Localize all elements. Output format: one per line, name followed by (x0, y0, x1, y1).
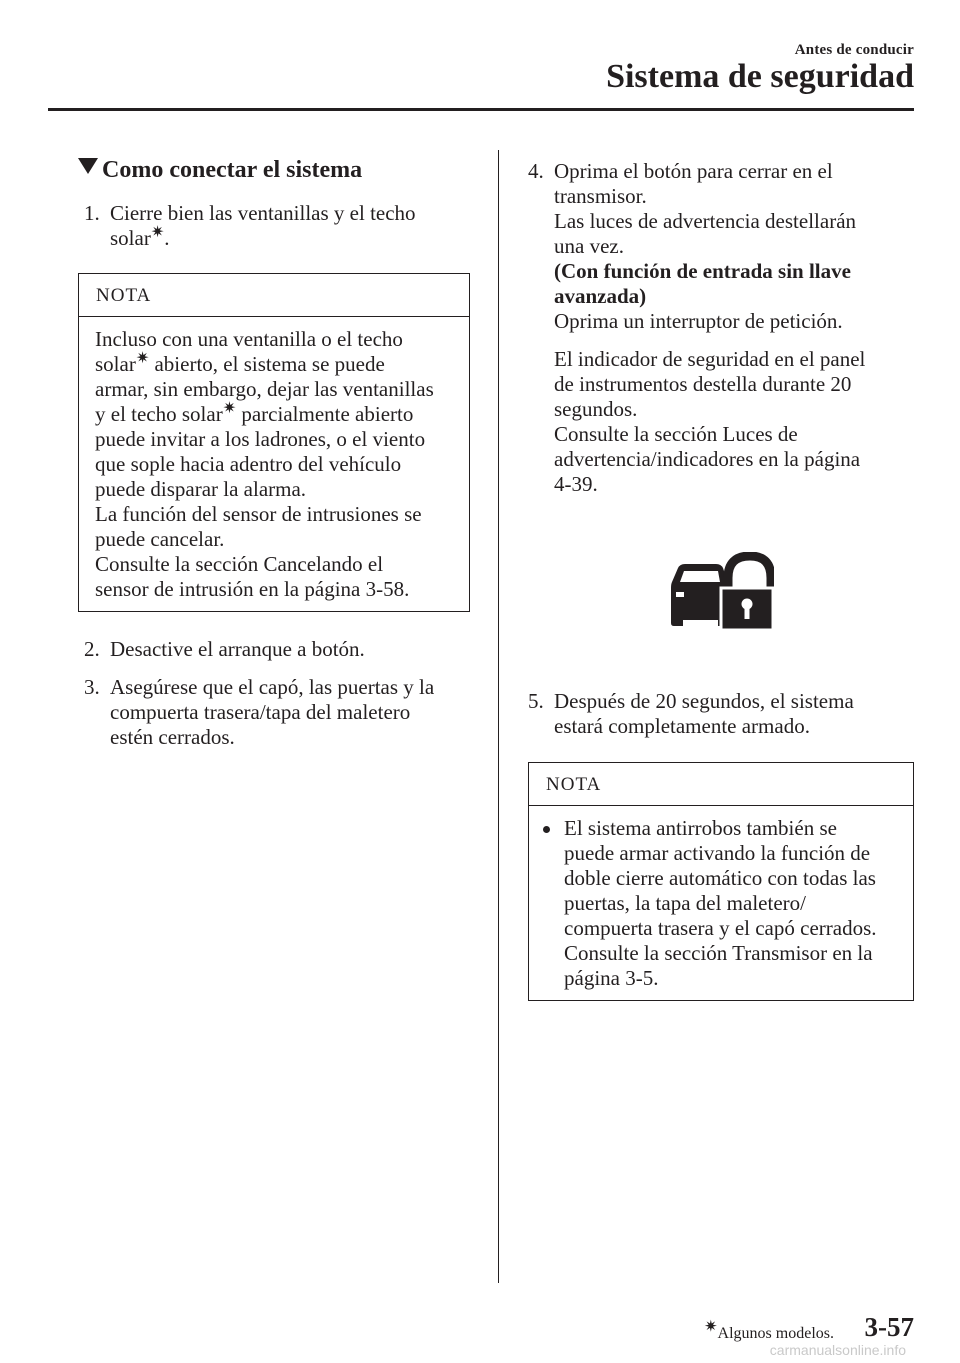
step-line: compuerta trasera/tapa del maletero (110, 700, 411, 724)
step-line: 4-39. (554, 472, 598, 496)
note-line: página 3-5. (564, 966, 659, 990)
note-title: NOTA (96, 285, 152, 306)
section-heading (78, 157, 362, 184)
step-line: estará completamente armado. (554, 714, 810, 738)
step-text: . (164, 226, 170, 250)
step-number: 4. (528, 159, 544, 183)
footnote-text: Algunos modelos. (717, 1325, 834, 1342)
note-line: El sistema antirrobos también se (564, 816, 837, 840)
note-line: sensor de intrusión en la página 3-58. (95, 577, 410, 601)
asterisk-icon: ✷ (135, 350, 150, 367)
asterisk-icon: ✷ (704, 1318, 718, 1336)
bullet-icon (543, 826, 550, 833)
paragraph-gap (554, 334, 865, 347)
step-body (554, 689, 854, 739)
step-body (110, 637, 365, 662)
note-header (79, 274, 469, 317)
step-line: Consulte la sección Luces de (554, 422, 798, 446)
step-number: 2. (84, 637, 100, 661)
note-line: compuerta trasera y el capó cerrados. (564, 916, 877, 940)
note-line: La función del sensor de intrusiones se (95, 502, 422, 526)
step-line: (Con función de entrada sin llave (554, 259, 851, 283)
step-line: Las luces de advertencia destellarán (554, 209, 857, 233)
note-body (95, 327, 434, 602)
step-number: 3. (84, 675, 100, 699)
watermark: carmanualsonline.info (769, 1342, 906, 1358)
asterisk-icon: ✷ (150, 224, 165, 241)
triangle-marker-icon (78, 158, 98, 174)
step-line: Cierre bien las ventanillas y el techo (110, 201, 416, 225)
step-line: transmisor. (554, 184, 647, 208)
note-line: Consulte la sección Transmisor en la (564, 941, 873, 965)
step-line (110, 226, 416, 251)
note-line: que sople hacia adentro del vehículo (95, 452, 402, 476)
step-number: 5. (528, 689, 544, 713)
step-number: 1. (84, 201, 100, 225)
footnote (704, 1318, 834, 1343)
step-text: solar (110, 226, 151, 250)
header-rule (48, 108, 914, 111)
step-body (110, 675, 434, 750)
step-line: El indicador de seguridad en el panel (554, 347, 866, 371)
page-number: 3-57 (864, 1312, 914, 1342)
note-title: NOTA (546, 774, 602, 795)
note-line: puede invitar a los ladrones, o el viento (95, 427, 426, 451)
step-line: Oprima un interruptor de petición. (554, 309, 843, 333)
note-line: puede disparar la alarma. (95, 477, 307, 501)
note-text: parcialmente abierto (236, 402, 414, 426)
note-text: abierto, el sistema se puede (149, 352, 385, 376)
chapter-label: Antes de conducir (794, 42, 914, 58)
note-line: doble cierre automático con todas las (564, 866, 876, 890)
note-line: puede cancelar. (95, 527, 225, 551)
note-line: Consulte la sección Cancelando el (95, 552, 384, 576)
step-line: de instrumentos destella durante 20 (554, 372, 852, 396)
note-body (564, 816, 877, 991)
note-line: puede armar activando la función de (564, 841, 871, 865)
step-body (554, 159, 865, 497)
note-text: solar (95, 352, 136, 376)
note-line: armar, sin embargo, dejar las ventanillas (95, 377, 434, 401)
step-line: Desactive el arranque a botón. (110, 637, 365, 661)
step-line: avanzada) (554, 284, 647, 308)
asterisk-icon: ✷ (222, 400, 237, 417)
step-line: segundos. (554, 397, 638, 421)
step-line: una vez. (554, 234, 624, 258)
step-line: advertencia/indicadores en la página (554, 447, 861, 471)
note-box (78, 273, 470, 612)
step-line: Asegúrese que el capó, las puertas y la (110, 675, 435, 699)
step-line: estén cerrados. (110, 725, 235, 749)
section-heading-text: Como conectar el sistema (102, 157, 363, 183)
note-line: puertas, la tapa del maletero/ (564, 891, 806, 915)
page-title: Sistema de seguridad (606, 58, 914, 95)
column-divider (498, 150, 499, 1283)
note-box (528, 762, 914, 1001)
security-indicator-icon (668, 552, 774, 632)
note-text: y el techo solar (95, 402, 223, 426)
note-line: Incluso con una ventanilla o el techo (95, 327, 403, 351)
step-body (110, 201, 416, 251)
note-line (95, 402, 434, 427)
note-header (529, 763, 913, 806)
note-line (95, 352, 434, 377)
step-line: Después de 20 segundos, el sistema (554, 689, 854, 713)
step-line: Oprima el botón para cerrar en el (554, 159, 833, 183)
